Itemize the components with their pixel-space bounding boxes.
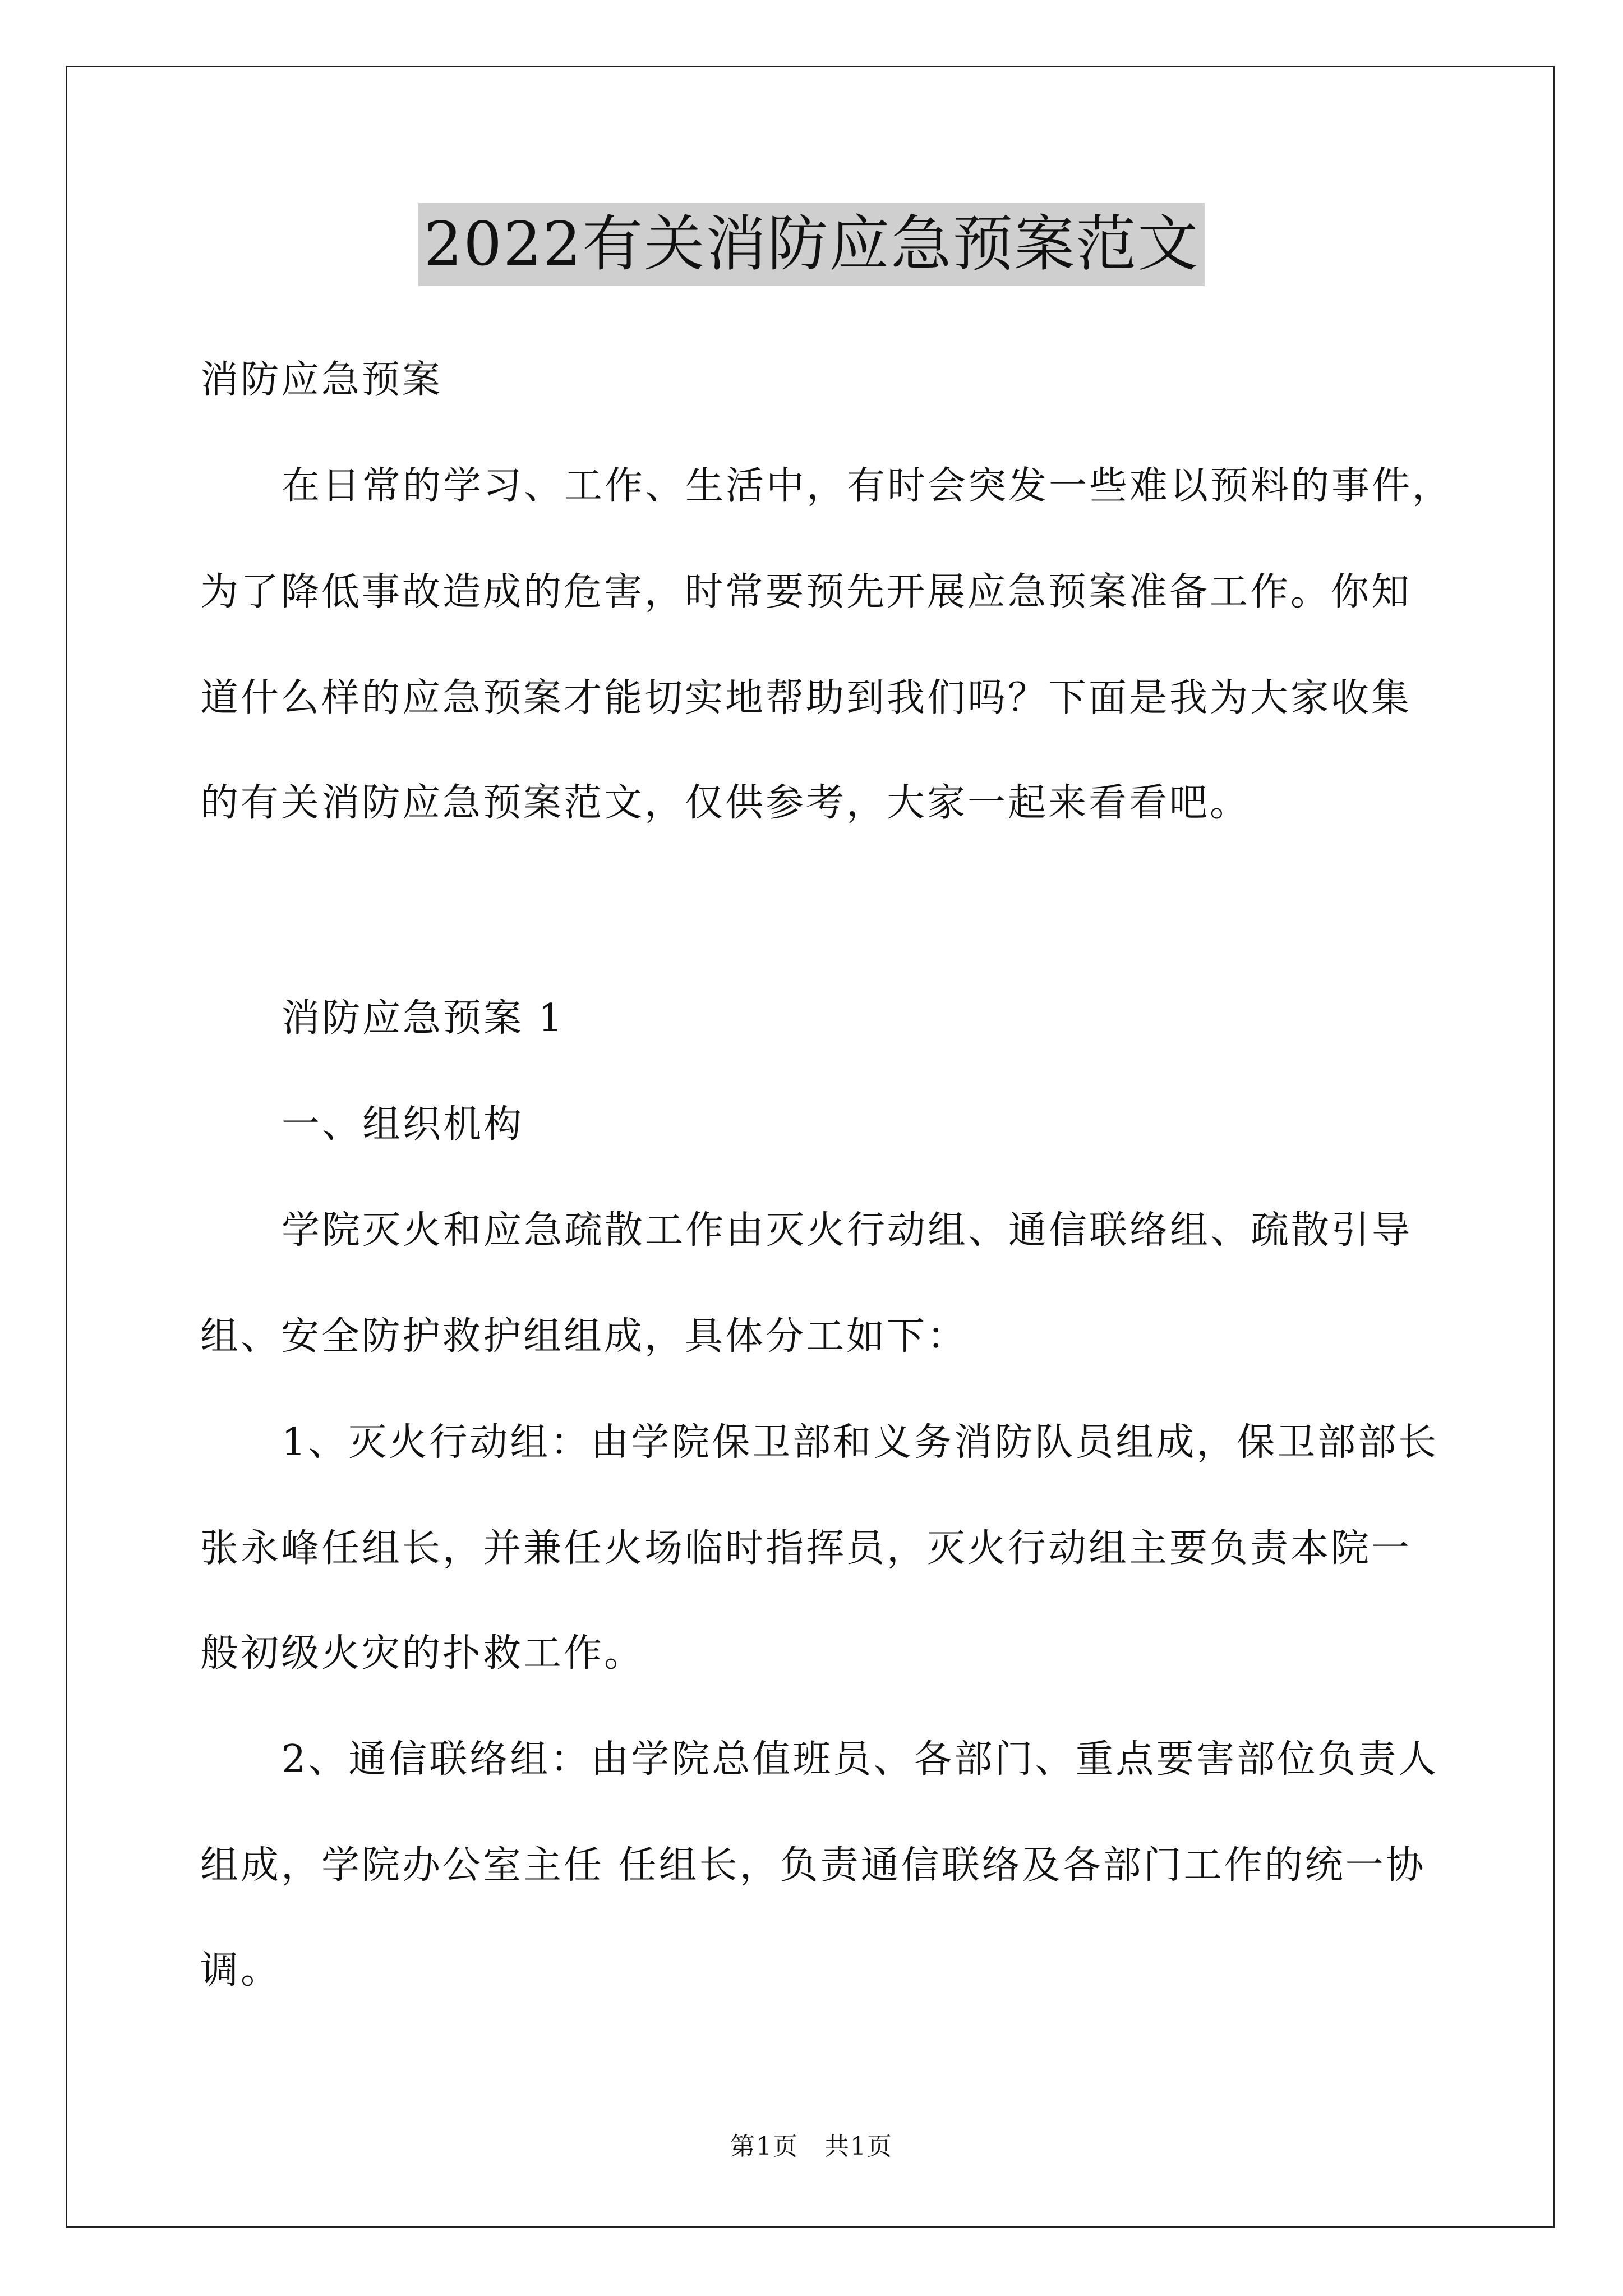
paragraph-line: 道什么样的应急预案才能切实地帮助到我们吗？下面是我为大家收集 — [200, 676, 1412, 720]
document-title: 2022有关消防应急预案范文 — [418, 203, 1205, 286]
paragraph-line: 组成，学院办公室主任 任组长，负责通信联络及各部门工作的统一协 — [200, 1843, 1426, 1888]
subsection-heading: 一、组织机构 — [282, 1102, 524, 1147]
paragraph-line: 为了降低事故造成的危害，时常要预先开展应急预案准备工作。你知 — [200, 570, 1412, 614]
paragraph-line: 1、灭火行动组：由学院保卫部和义务消防队员组成，保卫部部长 — [282, 1420, 1439, 1465]
subsection-heading: 消防应急预案 1 — [282, 996, 565, 1041]
page-number-total: 共1页 — [824, 2132, 893, 2161]
paragraph-line: 调。 — [200, 1948, 282, 1993]
paragraph-line: 张永峰任组长，并兼任火场临时指挥员，灭火行动组主要负责本院一 — [200, 1526, 1412, 1571]
page-number-current: 第1页 — [730, 2132, 799, 2161]
title-container — [0, 203, 1623, 286]
page-footer — [0, 2130, 1623, 2164]
paragraph-line: 的有关消防应急预案范文，仅供参考，大家一起来看看吧。 — [200, 781, 1251, 825]
paragraph-line: 2、通信联络组：由学院总值班员、各部门、重点要害部位负责人 — [282, 1737, 1439, 1782]
section-heading: 消防应急预案 — [200, 358, 443, 402]
paragraph-line: 在日常的学习、工作、生活中，有时会突发一些难以预料的事件， — [282, 464, 1453, 508]
paragraph-line: 组、安全防护救护组组成，具体分工如下： — [200, 1314, 968, 1359]
paragraph-line: 般初级火灾的扑救工作。 — [200, 1631, 645, 1676]
paragraph-line: 学院灭火和应急疏散工作由灭火行动组、通信联络组、疏散引导 — [282, 1208, 1413, 1253]
